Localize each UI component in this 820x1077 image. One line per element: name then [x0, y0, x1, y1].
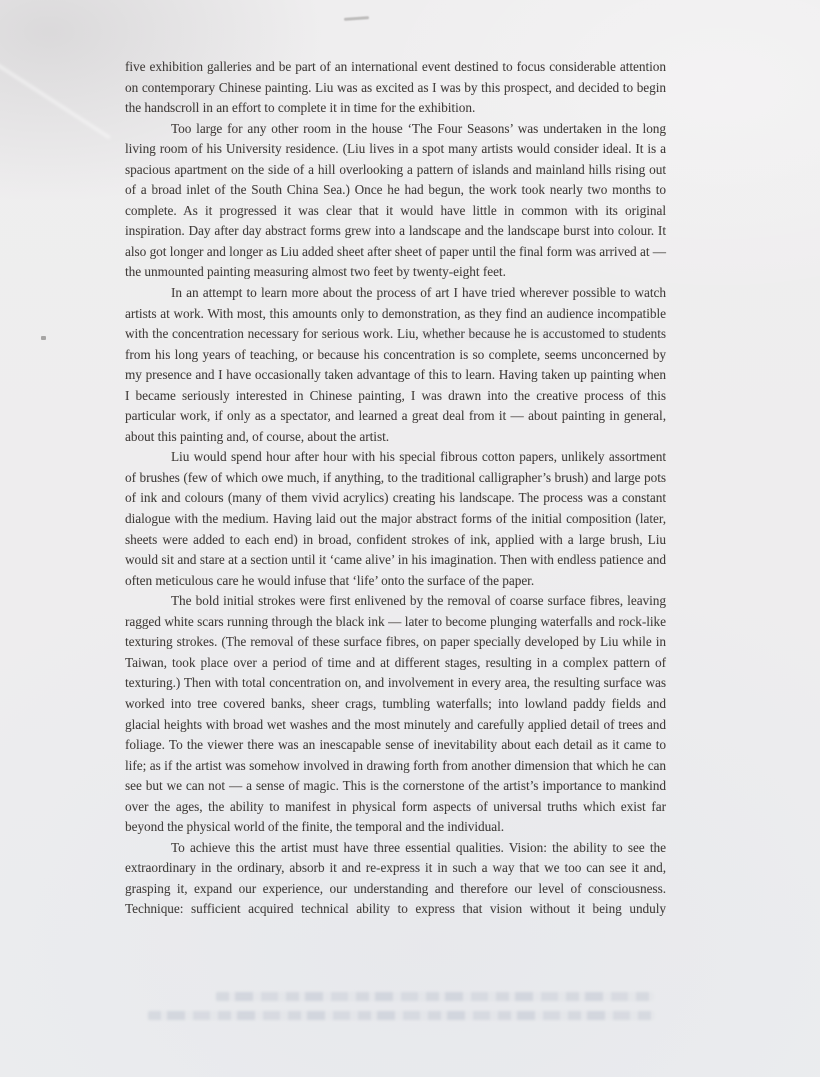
ghost-text-showthrough: [216, 992, 654, 1001]
paragraph-bold-strokes: The bold initial strokes were first enlivened by the removal of coarse surface fibres, leaving ragged white scars running through the black ink — later to become plunging waterfalls and rock-like texturing strokes. (The removal of these surface fibres, on paper specially developed by Liu while in Taiwan, took place over a period of time and at different stages, resulting in a complex pattern of texturing.) Then with total concentration on, and involvement in every area, the resulting surface was worked into tree covered banks, sheer crags, tumbling waterfalls; into lowland paddy fields and glacial heights with broad wet washes and the most minutely and carefully applied detail of trees and foliage. To the viewer there was an inescapable sense of inevitability about each detail as it came to life; as if the artist was somehow involved in drawing forth from another dimension that which he can see but we can not — a sense of magic. This is the cornerstone of the artist’s importance to mankind over the ages, the ability to manifest in physical form aspects of universal truths which exist far beyond the physical world of the finite, the temporal and the individual.: [125, 593, 666, 835]
paragraph-continuation: five exhibition galleries and be part of an international event destined to focus considerable attention on contemporary Chinese painting. Liu was as excited as I was by this prospect, and decided to begin the handscroll in an effort to complete it in time for the exhibition.: [125, 59, 666, 116]
ghost-text-showthrough: [148, 1011, 655, 1020]
scan-speck: [41, 336, 46, 340]
paper-crease: [0, 55, 110, 138]
ghost-text-showthrough: [420, 330, 660, 339]
paragraph-three-qualities: To achieve this the artist must have three essential qualities. Vision: the ability to see the extraordinary in the ordinary, absorb it and re-express it in such a way that we too can see it and, grasping it, expand our experience, our understanding and therefore our level of consciousness. Technique: sufficient acquired technical ability to express that vision without it being unduly: [125, 839, 666, 917]
paragraph-four-seasons: Too large for any other room in the house ‘The Four Seasons’ was undertaken in the long living room of his University residence. (Liu lives in a spot many artists would consider ideal. It is a spacious apartment on the side of a hill overlooking a pattern of islands and mainland hills rising out of a broad inlet of the South China Sea.) Once he had begun, the work took nearly two months to complete. As it progressed it was clear that it would have little in common with its original inspiration. Day after day abstract forms grew into a landscape and the landscape burst into colour. It also got longer and longer as Liu added sheet after sheet of paper until the final form was arrived at — the unmounted painting measuring almost two feet by twenty-eight feet.: [125, 120, 666, 280]
paragraph-watching-artists: In an attempt to learn more about the process of art I have tried wherever possible to watch artists at work. With most, this amounts only to demonstration, as they find an audience incompatible with the concentration necessary for serious work. Liu, whether because he is accustomed to students from his long years of teaching, or because his concentration is so complete, seems unconcerned by my presence and I have occasionally taken advantage of this to learn. Having taken up painting when I became seriously interested in Chinese painting, I was drawn into the creative process of this particular work, if only as a spectator, and learned a great deal from it — about painting in general, about this painting and, of course, about the artist.: [125, 285, 666, 444]
page-text-block: [125, 57, 666, 920]
paragraph-brushes-and-ink: Liu would spend hour after hour with his special fibrous cotton papers, unlikely assortment of brushes (few of which owe much, if anything, to the traditional calligrapher’s brush) and large pots of ink and colours (many of them vivid acrylics) creating his landscape. The process was a constant dialogue with the medium. Having laid out the major abstract forms of the initial composition (later, sheets were added to each end) in broad, confident strokes of ink, applied with a large brush, Liu would sit and stare at a section until it ‘came alive’ in his imagination. Then with endless patience and often meticulous care he would infuse that ‘life’ onto the surface of the paper.: [125, 449, 666, 588]
scan-smudge-mark: [344, 16, 369, 21]
